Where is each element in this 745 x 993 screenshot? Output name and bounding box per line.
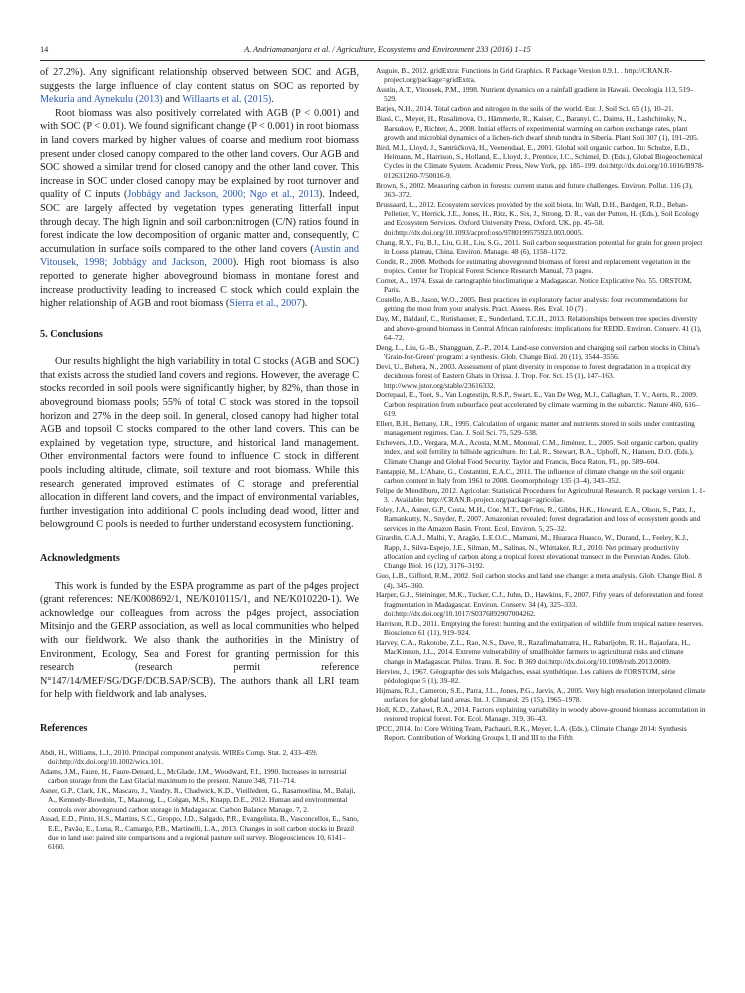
acknowledgments-paragraph: This work is funded by the ESPA programme as part of the p4ges project (grant references: NE/K008692/1, NE/K010115/1, and NE/K010220-1). We acknowledge our colleagues from across the p4ges project, association Mitsinjo and the GERP association, as well as local communities who helped with our fieldwork. We also thank the authorities in the Ministry of Environment, Ecology, Sea and Forest for granting permission for this research (research permit reference N°147/14/MEF/SG/DGF/DCB.SAP/SCB). The authors thank all LRI team for help with fieldwork and lab analyses. <box>40 580 359 701</box>
reference-entry[interactable]: Costello, A.B., Jason, W.O., 2005. Best practices in exploratory factor analysis: four recommendations for getting the most from your analysis. Pract. Assess. Res. Eval. 10 (7) . <box>376 295 688 314</box>
references-list-left <box>40 748 359 852</box>
text-run: ). High root biomass is also reported to generate higher aboveground biomass in montane forest and increase productivity leading to increased C stock which could explain the higher relationship of AGB and root biomass ( <box>40 257 359 310</box>
reference-entry[interactable]: Cornet, A., 1974. Essai de cartographie bioclimatique a Madagascar. Notice Explicative No. 55. ORSTOM, Paris. <box>376 275 692 295</box>
conclusions-heading: 5. Conclusions <box>40 328 103 340</box>
reference-entry[interactable]: Asner, G.P., Clark, J.K., Mascaro, J., Vaudry, R., Chadwick, K.D., Vieilledent, G., Rasamoelina, M., Balaji, A., Kennedy-Bowdoin, T., Maatoug, L., Colgan, M.S., Knapp, D.E., 2012. Human and environmental controls over aboveground carbon storage in Madagascar. Carbon Balance Manage. 7, 2. <box>40 785 356 814</box>
text-run: and <box>162 94 183 106</box>
reference-entry[interactable]: Foley, J.A., Asner, G.P., Costa, M.H., Coe, M.T., DeFries, R., Gibbs, H.K., Howard, E.A., Olson, S., Patz, J., Ramankutty, N., Snyder, P., 2007. Amazonian revealed: forest degradation and loss of ecosystem goods and services in the Amazon Basin. Front. Ecol. Environ. 5, 25–32. <box>376 504 701 533</box>
citation-link[interactable]: Willaarts et al. (2015) <box>182 94 272 106</box>
reference-entry[interactable]: Girardin, C.A.J., Malhi, Y., Aragão, L.E.O.C., Mamani, M., Huaraca Huasco, W., Durand, L., Feeley, K.J., Rapp, J., Silva-Espejo, J.E., Silman, M., Salinas, N., Whittaker, R.J., 2010. Net primary productivity allocation and cycling of carbon along a tropical forest elevational transect in the Peruvian Andes. Glob. Change Biol. 16 (12), 3176–3192. <box>376 533 691 571</box>
text-run: . <box>271 94 274 106</box>
discussion-paragraph-1 <box>40 66 359 107</box>
header-rule <box>40 60 705 61</box>
running-header <box>40 43 705 55</box>
discussion-paragraph-2 <box>40 107 359 311</box>
reference-entry[interactable]: Assad, E.D., Pinto, H.S., Martins, S.C., Groppo, J.D., Salgado, P.R., Evangelista, B., Vasconcellos, E., Sano, E.E., Pavão, E., Luna, R., Camargo, P.B., Martinelli, L.A., 2013. Changes in soil carbon stocks in Brazil due to land use: paired site comparisons and a regional pasture soil survey. Biogeosciences 10, 6141–6160. <box>40 814 359 852</box>
reference-entry[interactable]: Brussaard, L., 2012. Ecosystem services provided by the soil biota. In: Wall, D.H., Bardgett, R.D., Behan-Pelletier, V., Herrick, J.E., Jones, H., Ritz, K., Six, J., Strong, D. R., van der Putten, H. (Eds.), Soil Ecology and Ecosystem Services. Oxford University Press, Oxford, UK, pp. 45–58. doi:http://dx.doi.org/10.1093/acprof:oso/9780199575923.003.0005. <box>376 199 699 237</box>
conclusions-paragraph: Our results highlight the high variability in total C stocks (AGB and SOC) that exists across the studied land covers and regions. However, the average C stocks recorded in soil pools were significantly higher, by 82%, than those in aboveground biomass pools; 55% of total C stock was stored in the topsoil horizon and 27% in the deep soil. In general, closed canopy had higher total AGB and topsoil C stocks compared to the other land covers. This can be explained by vegetation type, structure, and historical land management. Other environmental factors were found to influence C stock in different pools including altitude, climate, soil texture and root biomass. While this research generated improved estimates of C storage and preferential allocation in different land covers, and the impact of environmental variables, further investigation into additional C pools including dead wood, litter and belowground C pools is needed to further understand ecosystem functioning. <box>40 356 359 531</box>
reference-entry[interactable]: Guo, L.B., Gifford, R.M., 2002. Soil carbon stocks and land use change: a meta analysis. Glob. Change Biol. 8 (4), 345–360. <box>376 571 702 590</box>
references-heading: References <box>40 722 88 734</box>
reference-entry[interactable]: Etchevers, J.D., Vergara, M.A., Acosta, M.M., Monreal, C.M., Jiménez, L., 2005. Soil organic carbon, quality index, and soil fertility in hillside agriculture. In: Lal, R., Stewart, B.A., Uphoff, N., Hansen, D.O. (Eds.), Climate Change and Global Food Security. Taylor and Francis, Boca Raton, FL, pp. 589–604. <box>376 438 699 466</box>
reference-entry[interactable]: Harper, G.J., Steininger, M.K., Tucker, C.J., Juhn, D., Hawkins, F., 2007. Fifty years of deforestation and forest fragmentation in Madagascar. Environ. Conserv. 34 (4), 325–333. doi:http://dx.doi.org/10.1017/S0376892907004262. <box>376 590 704 618</box>
citation-link[interactable]: Mekuria and Aynekulu (2013) <box>40 94 163 106</box>
reference-entry[interactable]: Fantappié, M., L'Abate, G., Costantini, E.A.C., 2011. The influence of climate change on the soil organic carbon content in Italy from 1961 to 2008. Geomorphology 135 (3–4), 343–352. <box>376 466 685 485</box>
page-number: 14 <box>40 44 49 54</box>
reference-entry[interactable]: IPCC, 2014. In: Core Writing Team, Pachauri, R.K., Meyer, L.A. (Eds.), Climate Change 2014: Synthesis Report. Contribution of Working Groups I, II and III to the Fifth <box>376 724 687 743</box>
reference-entry[interactable]: Abdi, H., Williams, L.J., 2010. Principal component analysis. WIREs Comp. Stat. 2, 433–459. doi:http://dx.doi.org/10.1002/wics.101. <box>40 747 318 766</box>
text-run: ). Indeed, SOC are largely affected by vegetation types generating litterfall input through decay. The high lignin and soil carbon:nitrogen (C/N) ratios found in forest indicate the low decomposition of organic matter and, consequently, C accumulation in surface soils compared to the other land covers ( <box>40 189 360 255</box>
reference-entry[interactable]: Batjes, N.H., 2014. Total carbon and nitrogen in the soils of the world. Eur. J. Soil Sci. 65 (1), 10–21. <box>376 104 674 114</box>
left-column <box>40 66 359 852</box>
citation-link[interactable]: Austin and Vitousek, 1998; Jobbágy and Jackson, 2000 <box>40 243 359 269</box>
text-run: ). <box>301 298 308 310</box>
reference-entry[interactable]: Brown, S., 2002. Measuring carbon in forests: current status and future challenges. Environ. Pollut. 116 (3), 363–372. <box>376 180 693 199</box>
reference-entry[interactable]: Dorrepaal, E., Toet, S., Van Logtestijn, R.S.P., Swart, E., Van De Weg, M.J., Callaghan, T. V., Aerts, R., 2009. Carbon respiration from subsurface peat accelerated by climate warming in the subarctic. Nature 460, 616–619. <box>376 390 700 418</box>
reference-entry: Felipe de Mendiburu, 2012. Agricolae: Statistical Procedures for Agricultural Research. R package version 1. 1-3. . Available: http://CRAN.R-project.org/package=agricolae. <box>376 485 706 505</box>
citation-link[interactable]: Sierra et al., 2007 <box>229 298 302 310</box>
reference-entry[interactable]: Bird, M.I., Lloyd, J., Santrùčkovà, H., Veenendaal, E., 2001. Global soil organic carbon. In: Schulze, E.D., Heimann, M., Harrison, S., Holland, E., Lloyd, J., Prentice, I.C., Schimel, D. (Eds.), Global Biogeochemical Cycles in the Climate System. Academic Press, New York, pp. 185–199. doi:http://dx.doi.org/10.1016/B978-012631260-7/50016-9. <box>376 142 705 180</box>
reference-entry[interactable]: Harrison, R.D., 2011. Emptying the forest: hunting and the extirpation of wildlife from tropical nature reserves. Bioscience 61 (11), 919–924. <box>376 618 704 638</box>
citation-link[interactable]: Jobbágy and Jackson, 2000; Ngo et al., 2013 <box>127 189 319 201</box>
reference-entry[interactable]: Adams, J.M., Faure, H., Faure-Denard, L., McGlade, J.M., Woodward, F.I., 1990. Increases in terrestrial carbon storage from the Last Glacial maximum to the present. Nature 348, 711–714. <box>40 766 347 786</box>
reference-entry: Condit, R., 2008. Methods for estimating aboveground biomass of forest and replacement vegetation in the tropics. Center for Tropical Forest Science Research Manual, 73 pages. <box>376 256 691 275</box>
reference-entry[interactable]: Hijmans, R.J., Cameron, S.E., Parra, J.L., Jones, P.G., Jarvis, A., 2005. Very high resolution interpolated climate surfaces for global land areas. Int. J. Climatol. 25 (15), 1965–1978. <box>376 685 706 705</box>
reference-entry[interactable]: Biasi, C., Meyer, H., Rusalimova, O., Hämmerle, R., Kaiser, C., Baranyi, C., Daims, H., Lashchinsky, N., Barsukov, P., Richter, A., 2008. Initial effects of experimental warming on carbon exchange rates, plant growth and microbial dynamics of a lichen-rich dwarf shrub tundra in Siberia. Plant Soil 307 (1), 191–205. <box>376 114 699 142</box>
reference-entry[interactable]: Austin, A.T., Vitousek, P.M., 1998. Nutrient dynamics on a rainfall gradient in Hawaii. Oecologia 113, 519–529. <box>376 85 694 104</box>
reference-entry[interactable]: Ellert, B.H., Bettany, J.R., 1995. Calculation of organic matter and nutrients stored in soils under contrasting management regimes. Can. J. Soil Sci. 75, 529–538. <box>376 418 695 438</box>
reference-entry[interactable]: Holl, K.D., Zahawi, R.A., 2014. Factors explaining variability in woody above-ground biomass accumulation in restored tropical forest. For. Ecol. Manage. 319, 36–43. <box>376 704 706 724</box>
acknowledgments-heading: Acknowledgments <box>40 553 120 564</box>
reference-entry: Devi, U., Behera, N., 2003. Assessment of plant diversity in response to forest degradation in a tropical dry deciduous forest of Eastern Ghats in Orissa. J. Trop. For. Sci. 15 (1), 147–163. http://www.jstor.org/stable/23616332. <box>376 361 691 390</box>
text-run: of 27.2%). Any significant relationship observed between SOC and AGB, suggests the large influence of clay content status on SOC as reported by <box>40 67 359 92</box>
reference-entry[interactable]: Hervieu, J., 1967. Géographie des sols Malgaches, essai synthétique. Les cahiers de l'ORSTOM, série pédologique 5 (1), 39–82. <box>376 666 676 685</box>
reference-entry[interactable]: Chang, R.Y., Fu, B.J., Liu, G.H., Liu, S.G., 2011. Soil carbon sequestration potential for grain for green project in Loess plateau, China. Environ. Manage. 48 (6), 1158–1172. <box>376 237 703 256</box>
references-list-right <box>376 66 706 743</box>
reference-entry: Auguie, B., 2012. gridExtra: Functions in Grid Graphics. R Package Version 0.9.1. . http://CRAN.R-project.org/package=gridExtra. <box>376 66 672 85</box>
reference-entry[interactable]: Deng, L., Liu, G.-B., Shangguan, Z.-P., 2014. Land-use conversion and changing soil carbon stocks in China's 'Grain-for-Green' program: a synthesis. Glob. Change Biol. 20 (11), 3544–3556. <box>376 342 700 362</box>
running-head: A. Andriamananjara et al. / Agriculture, Ecosystems and Environment 233 (2016) 1–15 <box>244 44 531 54</box>
reference-entry[interactable]: Harvey, C.A., Rakotobe, Z.L., Rao, N.S., Dave, R., Razafimahatratra, H., Rabarijohn, R. H., Rajaofara, H., MacKinnon, J.L., 2014. Extreme vulnerability of smallholder farmers to agricultural risks and climate change in Madagascar. Philos. Trans. R. Soc. B 369 doi:http://dx.doi.org/10.1098/rstb.2013.0089. <box>376 638 691 666</box>
reference-entry[interactable]: Day, M., Baldauf, C., Rutishauser, E., Sunderland, T.C.H., 2013. Relationships between tree species diversity and above-ground biomass in Central African rainforests: implications for REDD. Environ. Conserv. 41 (1), 64–72. <box>376 314 702 342</box>
text-run: Root biomass was also positively correlated with AGB (P < 0.001) and with SOC (P < 0.01). We found significant change (P < 0.001) in root biomass in land covers marked by higher values of coarse and medium root biomass present under closed canopy compared to the other land covers. Our AGB and SOC showed a similar trend for closed canopy and the other land cover. This increase in SOC under closed canopy may be explained by root turnover and quality of C inputs ( <box>40 107 359 201</box>
